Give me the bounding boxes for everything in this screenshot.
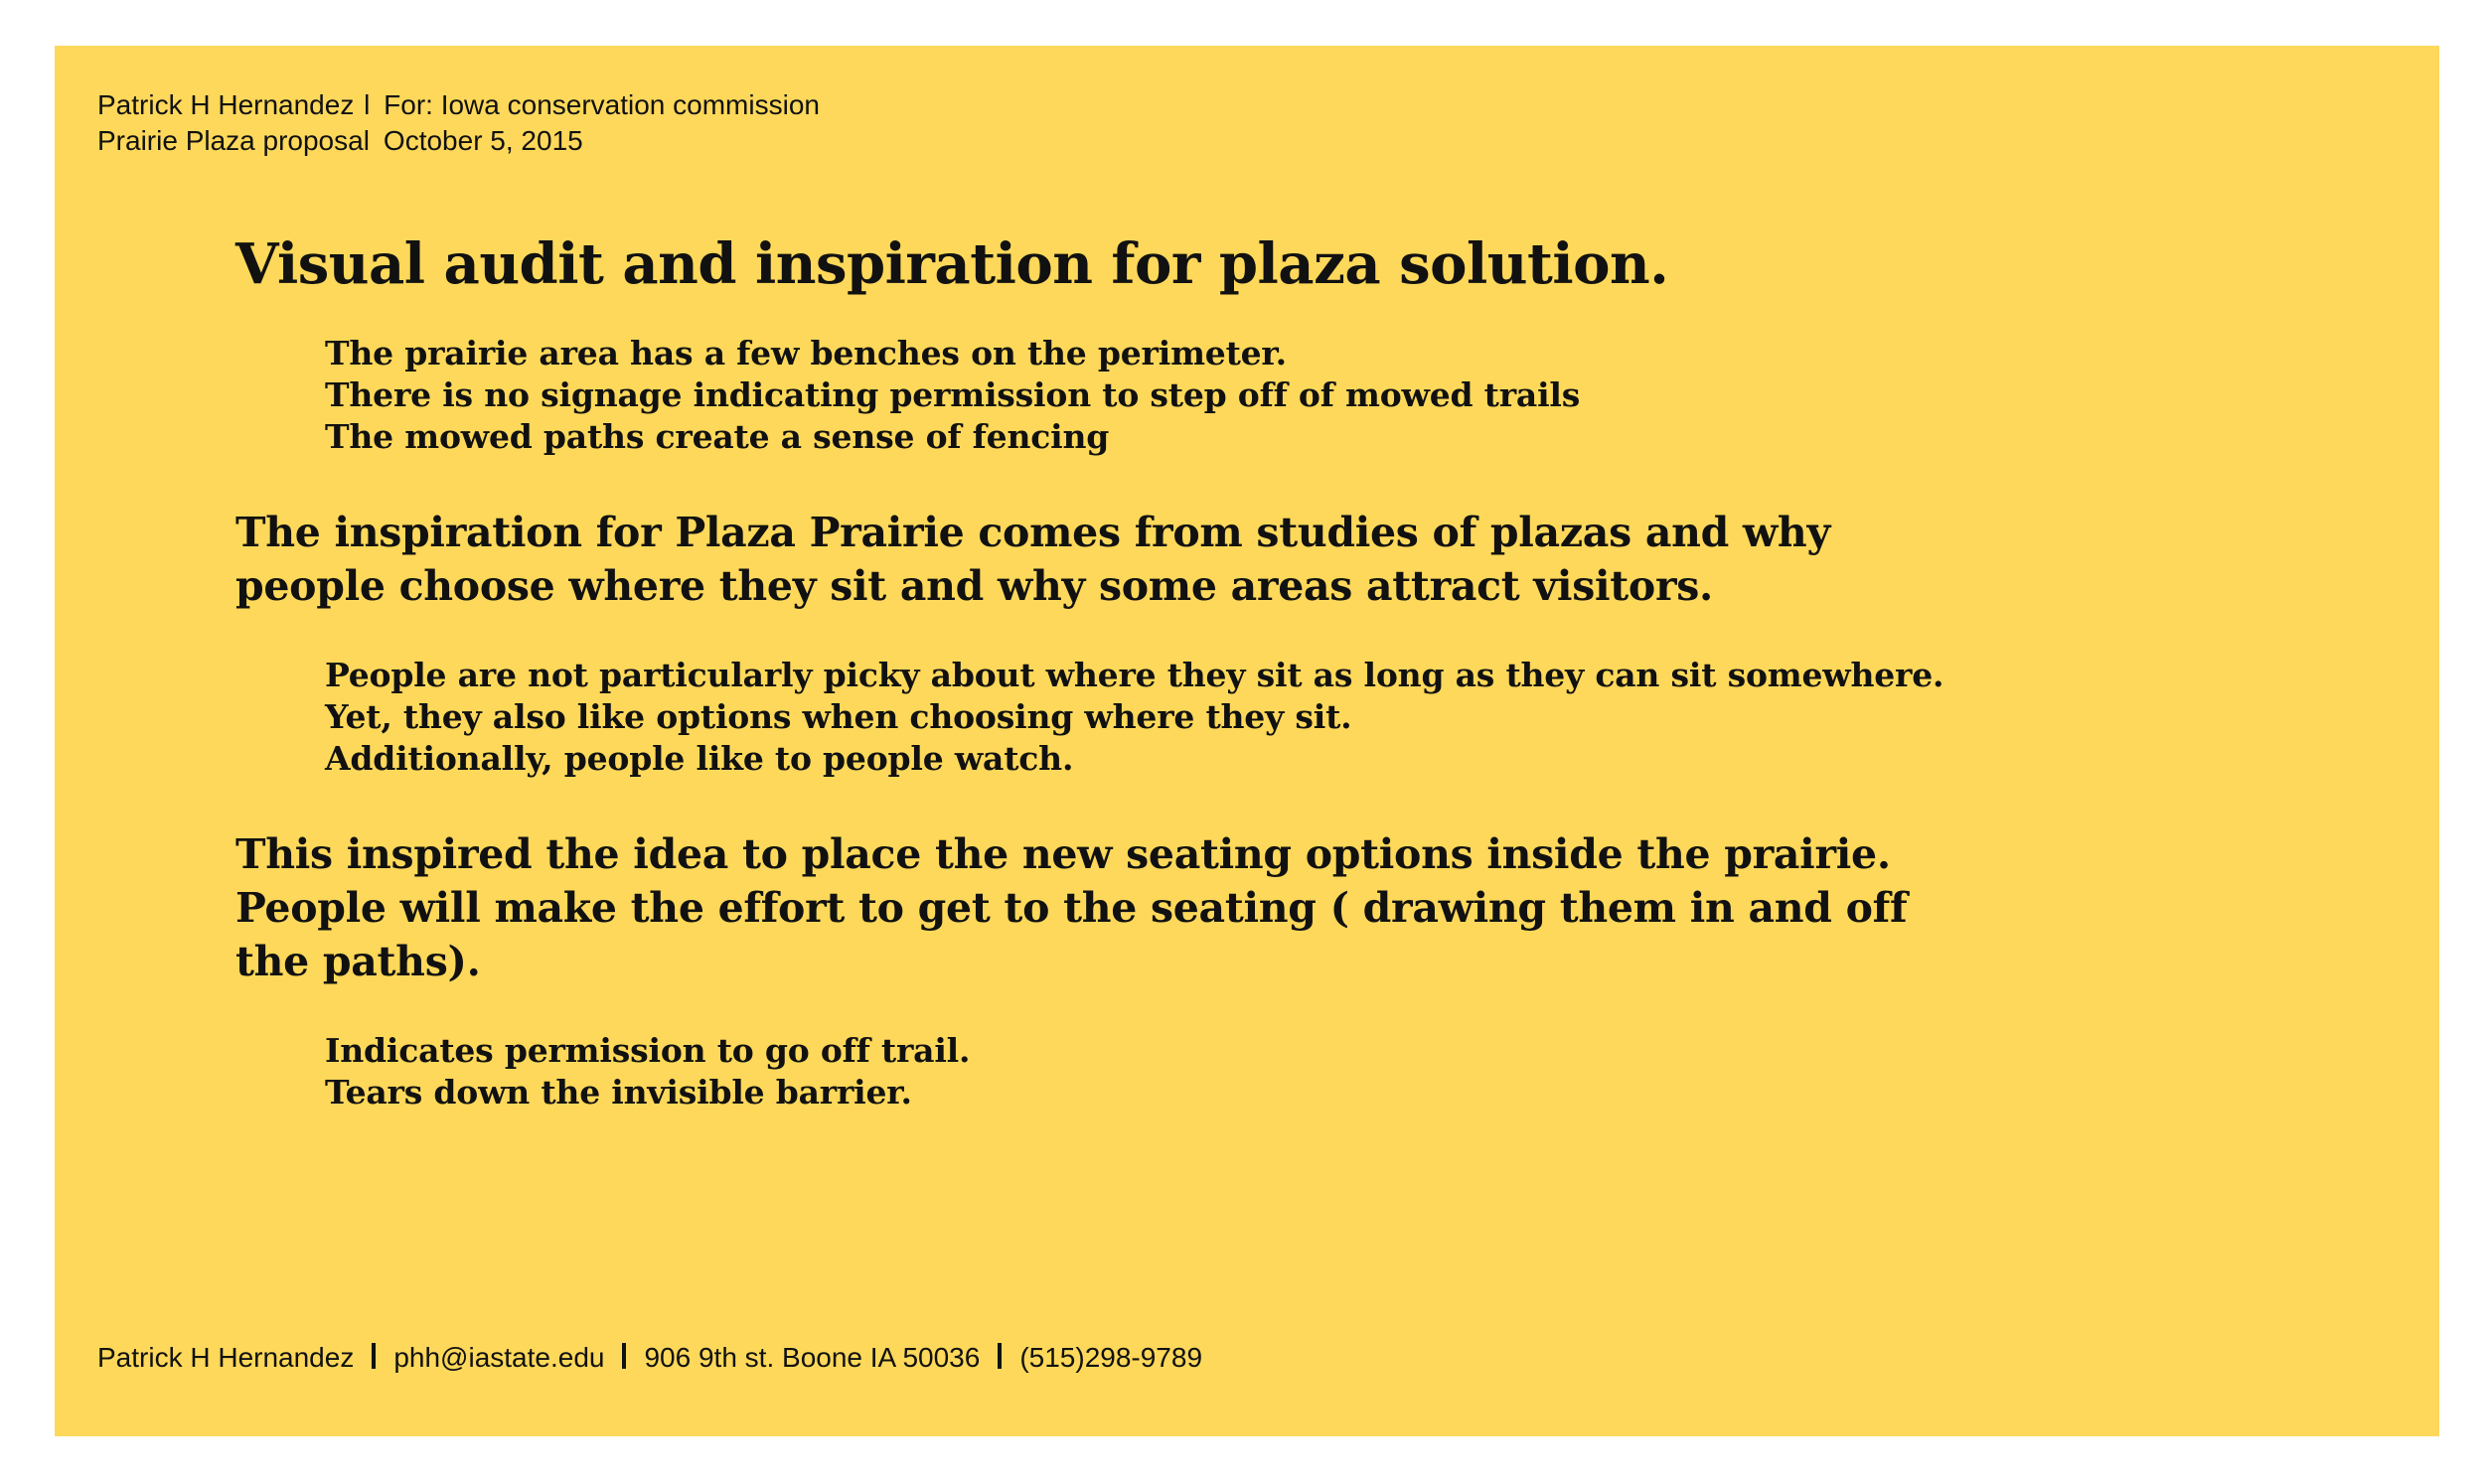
footer-divider <box>622 1343 626 1369</box>
document-footer <box>97 1340 1202 1376</box>
header-row-1 <box>97 87 820 123</box>
idea-heading-line-3: the paths). <box>235 938 481 985</box>
inspiration-points <box>325 655 2123 780</box>
header-date: October 5, 2015 <box>383 125 583 156</box>
audit-points <box>325 333 2123 458</box>
header-author: Patrick H Hernandez <box>97 89 355 120</box>
idea-point-1: Indicates permission to go off trail. <box>325 1031 971 1070</box>
idea-heading-line-2: People will make the effort to get to the seating ( drawing them in and off <box>235 884 1908 932</box>
proposal-panel <box>55 46 2439 1436</box>
idea-heading <box>235 827 2123 988</box>
document-body <box>235 229 2123 1161</box>
header-separator: l <box>364 89 371 120</box>
header-recipient: For: Iowa conservation commission <box>384 89 820 120</box>
footer-phone: (515)298-9789 <box>1019 1342 1203 1373</box>
footer-divider <box>372 1343 376 1369</box>
footer-address: 906 9th st. Boone IA 50036 <box>644 1342 981 1373</box>
idea-heading-line-1: This inspired the idea to place the new seating options inside the prairie. <box>235 830 1891 878</box>
inspiration-heading-line-2: people choose where they sit and why some areas attract visitors. <box>235 562 1714 610</box>
audit-point-3: The mowed paths create a sense of fencing <box>325 417 1110 456</box>
audit-point-1: The prairie area has a few benches on the perimeter. <box>325 334 1287 372</box>
document-header <box>97 87 820 159</box>
header-project: Prairie Plaza proposal <box>97 125 370 156</box>
idea-point-2: Tears down the invisible barrier. <box>325 1073 912 1112</box>
inspiration-point-2: Yet, they also like options when choosing where they sit. <box>325 697 1352 736</box>
footer-divider <box>998 1343 1002 1369</box>
idea-points <box>325 1030 2123 1113</box>
inspiration-heading-line-1: The inspiration for Plaza Prairie comes from studies of plazas and why <box>235 509 1830 556</box>
inspiration-point-1: People are not particularly picky about where they sit as long as they can sit somewhere. <box>325 656 1944 694</box>
audit-point-2: There is no signage indicating permission to step off of mowed trails <box>325 375 1581 414</box>
header-row-2 <box>97 123 820 159</box>
inspiration-point-3: Additionally, people like to people watch. <box>325 739 1074 778</box>
footer-email: phh@iastate.edu <box>393 1342 605 1373</box>
inspiration-heading <box>235 506 2123 613</box>
page-title: Visual audit and inspiration for plaza solution. <box>235 231 1669 297</box>
footer-name: Patrick H Hernandez <box>97 1342 355 1373</box>
